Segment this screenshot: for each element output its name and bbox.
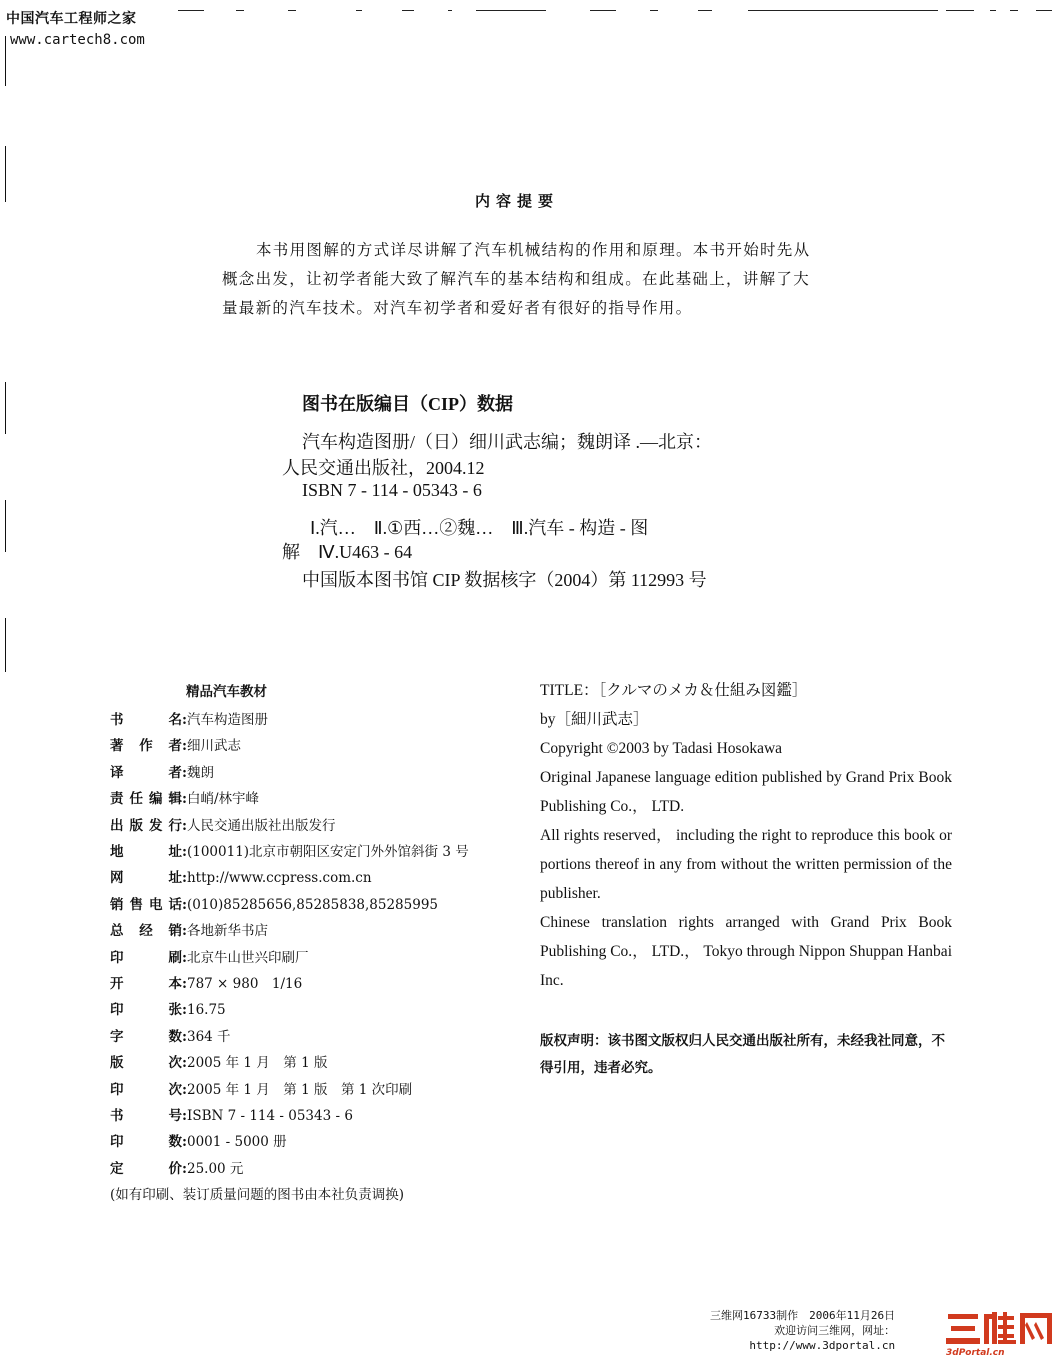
colophon-colon: : xyxy=(182,1160,187,1177)
colophon-row xyxy=(110,866,372,886)
cip-line: 解 Ⅳ.U463 - 64 xyxy=(282,542,413,562)
colophon-row xyxy=(110,840,469,860)
colophon-value: 2005 年 1 月 第 1 版 第 1 次印刷 xyxy=(186,1081,413,1098)
author-line: by［細川武志］ xyxy=(540,711,649,728)
colophon-note: (如有印刷、装订质量问题的图书由本社负责调换) xyxy=(110,1187,405,1204)
colophon-value: 16.75 xyxy=(186,1002,226,1019)
colophon-label: 出版发行 xyxy=(110,817,182,834)
colophon-colon: : xyxy=(182,764,187,781)
colophon-row xyxy=(110,1025,231,1045)
rights-reserved: All rights reserved， including the right to reproduce this book or portions thereof in any from without the written permission of the publisher. xyxy=(540,827,952,902)
colophon-label: 书 名 xyxy=(110,712,182,728)
colophon-value: 0001 - 5000 册 xyxy=(186,1134,287,1151)
colophon-label: 定 价 xyxy=(110,1160,182,1177)
colophon-colon: : xyxy=(182,870,187,887)
colophon-value: http://www.ccpress.com.cn xyxy=(186,870,372,887)
colophon-label: 销售电话 xyxy=(110,896,182,913)
colophon-colon: : xyxy=(182,1002,187,1019)
site-name: 中国汽车工程师之家 xyxy=(6,11,137,27)
colophon-label: 网 址 xyxy=(110,870,182,887)
colophon-value: 25.00 元 xyxy=(186,1160,244,1177)
colophon-row xyxy=(110,1157,243,1177)
colophon-colon: : xyxy=(182,1134,187,1151)
colophon-value: 各地新华书店 xyxy=(186,923,268,940)
colophon-value: 364 千 xyxy=(186,1028,231,1045)
logo-mark xyxy=(946,1312,1052,1344)
cip-line: ISBN 7 - 114 - 05343 - 6 xyxy=(302,480,482,500)
colophon-value: 787 × 980 1/16 xyxy=(186,976,303,992)
colophon-value: (010)85285656,85285838,85285995 xyxy=(186,896,439,913)
colophon-colon: : xyxy=(182,923,187,940)
logo-subtext: 3dPortal.cn xyxy=(946,1348,1005,1358)
summary-paragraph: 本书用图解的方式详尽讲解了汽车机械结构的作用和原理。本书开始时先从概念出发，让初学者能大致了解汽车的基本结构和组成。在此基础上，讲解了大量最新的汽车技术。对汽车初学者和爱好者有很好的指导作用。 xyxy=(222,241,811,317)
footer-url: http://www.3dportal.cn xyxy=(749,1339,896,1352)
colophon-colon: : xyxy=(182,712,187,728)
colophon-row xyxy=(110,1104,353,1124)
copyright-notice: 版权声明：该书图文版权归人民交通出版社所有，未经我社同意，不得引用，违者必究。 xyxy=(540,1033,945,1076)
colophon-label: 印 张 xyxy=(110,1002,182,1019)
cip-line: Ⅰ.汽… Ⅱ.①西…②魏… Ⅲ.汽车 - 构造 - 图 xyxy=(310,518,649,538)
colophon-row xyxy=(110,919,268,939)
footer-credit xyxy=(710,1308,895,1353)
colophon-label: 书 号 xyxy=(110,1108,182,1124)
colophon-value: 细川武志 xyxy=(186,738,241,755)
colophon-colon: : xyxy=(182,844,187,860)
colophon-value: 人民交通出版社出版发行 xyxy=(186,817,336,834)
colophon-label: 印 数 xyxy=(110,1134,182,1151)
colophon-label: 版 次 xyxy=(110,1055,182,1072)
colophon-label: 印 次 xyxy=(110,1081,182,1098)
colophon-value: 北京牛山世兴印刷厂 xyxy=(186,949,309,966)
colophon-colon: : xyxy=(182,1055,187,1072)
site-url: www.cartech8.com xyxy=(10,32,145,48)
summary-title: 内容提要 xyxy=(475,192,560,210)
footer-line: 欢迎访问三维网，网址： xyxy=(774,1324,896,1337)
colophon-row xyxy=(110,814,335,834)
series-name: 精品汽车教材 xyxy=(186,684,267,700)
colophon-row xyxy=(110,708,268,728)
original-title: TITLE：［クルマのメカ＆仕組み図鑑］ xyxy=(540,682,808,699)
colophon-value: 魏朗 xyxy=(186,764,214,781)
colophon-value: 2005 年 1 月 第 1 版 xyxy=(186,1055,328,1072)
colophon-label: 地 址 xyxy=(110,844,182,860)
colophon-row xyxy=(110,761,214,781)
colophon-row xyxy=(110,1078,412,1098)
colophon-label: 字 数 xyxy=(110,1028,182,1045)
footer-line: 三维网16733制作 2006年11月26日 xyxy=(710,1309,896,1322)
colophon-colon: : xyxy=(182,791,187,808)
colophon-value: 汽车构造图册 xyxy=(186,712,268,728)
colophon-value: 白峭/林宇峰 xyxy=(186,791,260,808)
colophon-label: 开 本 xyxy=(110,976,182,992)
colophon-row xyxy=(110,1051,327,1071)
cip-line: 人民交通出版社，2004.12 xyxy=(282,458,485,478)
colophon-row xyxy=(110,972,302,992)
colophon-value: (100011)北京市朝阳区安定门外外馆斜街 3 号 xyxy=(186,844,469,860)
colophon-label: 责任编辑 xyxy=(110,791,182,808)
colophon-colon: : xyxy=(182,817,187,834)
colophon-value: ISBN 7 - 114 - 05343 - 6 xyxy=(186,1108,353,1124)
colophon-row xyxy=(110,734,241,754)
colophon-colon: : xyxy=(182,976,187,992)
colophon-colon: : xyxy=(182,1028,187,1045)
colophon-label: 印 刷 xyxy=(110,949,182,966)
colophon-label: 著 作 者 xyxy=(110,738,182,755)
copyright-line: Copyright ©2003 by Tadasi Hosokawa xyxy=(540,740,783,757)
rights-block xyxy=(540,676,952,995)
colophon-label: 译 者 xyxy=(110,764,182,781)
cip-title: 图书在版编目（CIP）数据 xyxy=(302,394,513,414)
translation-rights: Chinese translation rights arranged with Grand Prix Book Publishing Co.， LTD.， Tokyo through Nippon Shuppan Hanbai Inc. xyxy=(540,914,952,989)
colophon-colon: : xyxy=(182,949,187,966)
cip-number: 中国版本图书馆 CIP 数据核字（2004）第 112993 号 xyxy=(302,570,707,590)
cip-line: 汽车构造图册/（日）细川武志编；魏朗译 .—北京： xyxy=(302,432,712,452)
summary-body xyxy=(222,236,822,323)
colophon-label: 总 经 销 xyxy=(110,923,182,940)
colophon-colon: : xyxy=(182,1108,187,1124)
original-edition: Original Japanese language edition published by Grand Prix Book Publishing Co.， LTD. xyxy=(540,769,952,815)
colophon-colon: : xyxy=(182,1081,187,1098)
colophon-colon: : xyxy=(182,738,187,755)
colophon-colon: : xyxy=(182,896,187,913)
colophon-row xyxy=(110,787,259,807)
colophon-row xyxy=(110,998,226,1018)
colophon-row xyxy=(110,1130,287,1150)
colophon-row xyxy=(110,946,308,966)
colophon-row xyxy=(110,893,438,913)
